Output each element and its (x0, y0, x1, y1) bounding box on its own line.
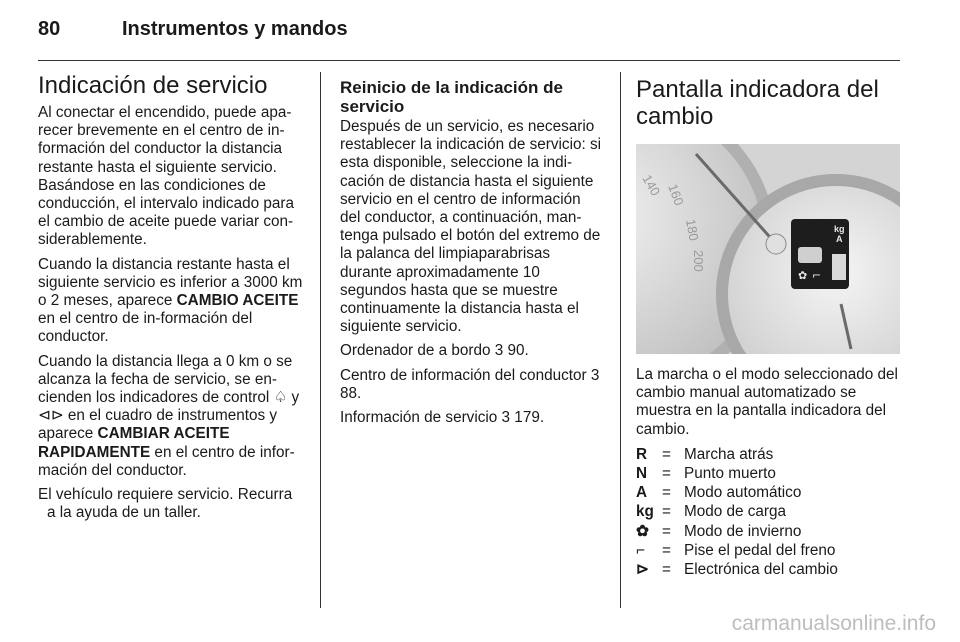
legend-symbol: N (636, 465, 648, 483)
text-span: en el centro de infor-mación del conductor. (38, 443, 295, 479)
ref-onboard-computer (340, 342, 602, 360)
instrument-cluster-illustration (636, 144, 900, 354)
legend-symbol: ⊳ (636, 561, 649, 579)
display-gear-digit (832, 254, 846, 280)
legend-text: Pise el pedal del freno (684, 541, 836, 559)
legend-row (636, 560, 838, 579)
legend-row (636, 502, 838, 521)
header-divider (38, 60, 900, 61)
column-divider-1 (320, 72, 321, 608)
instrument-cluster-figure (636, 144, 900, 354)
gear-legend-table (636, 445, 838, 579)
legend-symbol: ✿ (636, 522, 649, 540)
display-winter-icon: ✿ (798, 269, 808, 282)
oil-change-message: CAMBIO ACEITE (176, 292, 299, 310)
service-indicator-title: Indicación de servicio (38, 72, 268, 99)
legend-equals: = (662, 445, 671, 463)
legend-equals: = (662, 561, 671, 579)
gear-display-paragraph: La marcha o el modo seleccionado del cambio manual automatizado se muestra en la pantalla indicadora del cambio. (636, 366, 898, 438)
legend-text: Marcha atrás (684, 445, 774, 463)
service-paragraph-1: Al conectar el encendido, puede apa-recer brevemente en el centro de in-formación del conductor la distancia restante hasta el siguiente servicio. Basándose en las condiciones de conducción, el intervalo indicado para el cambio de aceite puede variar con-siderablemente. (38, 104, 294, 249)
ref-service-info (340, 409, 602, 427)
legend-text: Punto muerto (684, 465, 776, 483)
text-span: en el centro de in-formación del conductor. (38, 310, 253, 346)
service-paragraph-3 (38, 353, 304, 480)
text-span: en el cuadro de instrumentos y aparece (38, 407, 278, 443)
speedo-tick-label: 160 (665, 181, 687, 208)
legend-text: Electrónica del cambio (684, 561, 838, 579)
page-ref-arrow-icon: 3 (590, 366, 600, 384)
text-span: Información de servicio (340, 409, 502, 427)
page-ref-arrow-icon: 3 (501, 409, 511, 427)
display-auto-mode: A (836, 234, 843, 244)
speedo-tick-label: 140 (639, 172, 664, 199)
page-ref: 90. (503, 342, 529, 360)
speedo-tick-label: 200 (691, 250, 706, 272)
service-reset-paragraph: Después de un servicio, es necesario restablecer la indicación de servicio: si esta disponible, seleccione la indi-cación de distancia hasta el siguiente servicio en el centro de información del conductor, a continuación, man-tenga pulsado el botón del extremo de la palanca del limpiaparabrisas durante aproximadamente 10 segundos hasta que se muestre continuamente la distancia hasta el siguiente servicio. (340, 118, 602, 336)
gear-display-title: Pantalla indicadora del cambio (636, 76, 879, 130)
service-reset-title: Reinicio de la indicación de servicio (340, 78, 563, 116)
speedo-tick-label: 180 (683, 217, 702, 242)
legend-symbol: R (636, 445, 648, 463)
text-span: Cuando la distancia restante hasta el siguiente servicio es inferior a 3000 km o 2 meses, aparece (38, 255, 303, 310)
watermark: carmanualsonline.info (731, 612, 936, 635)
page-header (38, 18, 900, 52)
legend-equals: = (662, 522, 671, 540)
legend-equals: = (662, 465, 671, 483)
page-number: 80 (38, 18, 61, 40)
legend-symbol: kg (636, 503, 654, 521)
section-title: Instrumentos y mandos (122, 18, 348, 40)
text-span: Cuando la distancia llega a 0 km o se alcanza la fecha de servicio, se en-cienden los indicadores de control (38, 352, 293, 407)
legend-text: Modo de carga (684, 503, 787, 521)
page-ref: 179. (510, 409, 545, 427)
service-reset-section (340, 72, 602, 433)
legend-symbol: ⌐ (636, 541, 645, 559)
display-brake-icon: ⌐ (812, 269, 822, 282)
page-ref-arrow-icon: 3 (494, 342, 504, 360)
legend-row (636, 445, 838, 464)
service-wrench-icon: ♤ (273, 389, 288, 407)
column-divider-2 (620, 72, 621, 608)
legend-row (636, 464, 838, 483)
service-paragraph-2 (38, 256, 304, 347)
legend-text: Modo automático (684, 484, 802, 502)
legend-equals: = (662, 503, 671, 521)
text-span: Ordenador de a bordo (340, 342, 495, 360)
service-indicator-section (38, 72, 304, 528)
page-ref: 88. (340, 384, 362, 402)
ref-driver-info-center (340, 367, 602, 403)
display-gear-icon (798, 247, 822, 263)
legend-row (636, 483, 838, 502)
text-span: Centro de información del conductor (340, 366, 591, 384)
gear-display-section (636, 72, 902, 579)
legend-row (636, 522, 838, 541)
display-load-mode: kg (834, 224, 845, 234)
service-paragraph-4: El vehículo requiere servicio. Recurra a la ayuda de un taller. (38, 486, 293, 522)
legend-text: Modo de invierno (684, 522, 802, 540)
legend-equals: = (662, 484, 671, 502)
legend-equals: = (662, 541, 671, 559)
legend-row (636, 541, 838, 560)
oil-pressure-icon: ⊲⊳ (38, 407, 64, 425)
text-span: y (287, 389, 300, 407)
oil-change-urgent-message: CAMBIAR ACEITE RAPIDAMENTE (38, 425, 230, 461)
legend-symbol: A (636, 484, 648, 502)
